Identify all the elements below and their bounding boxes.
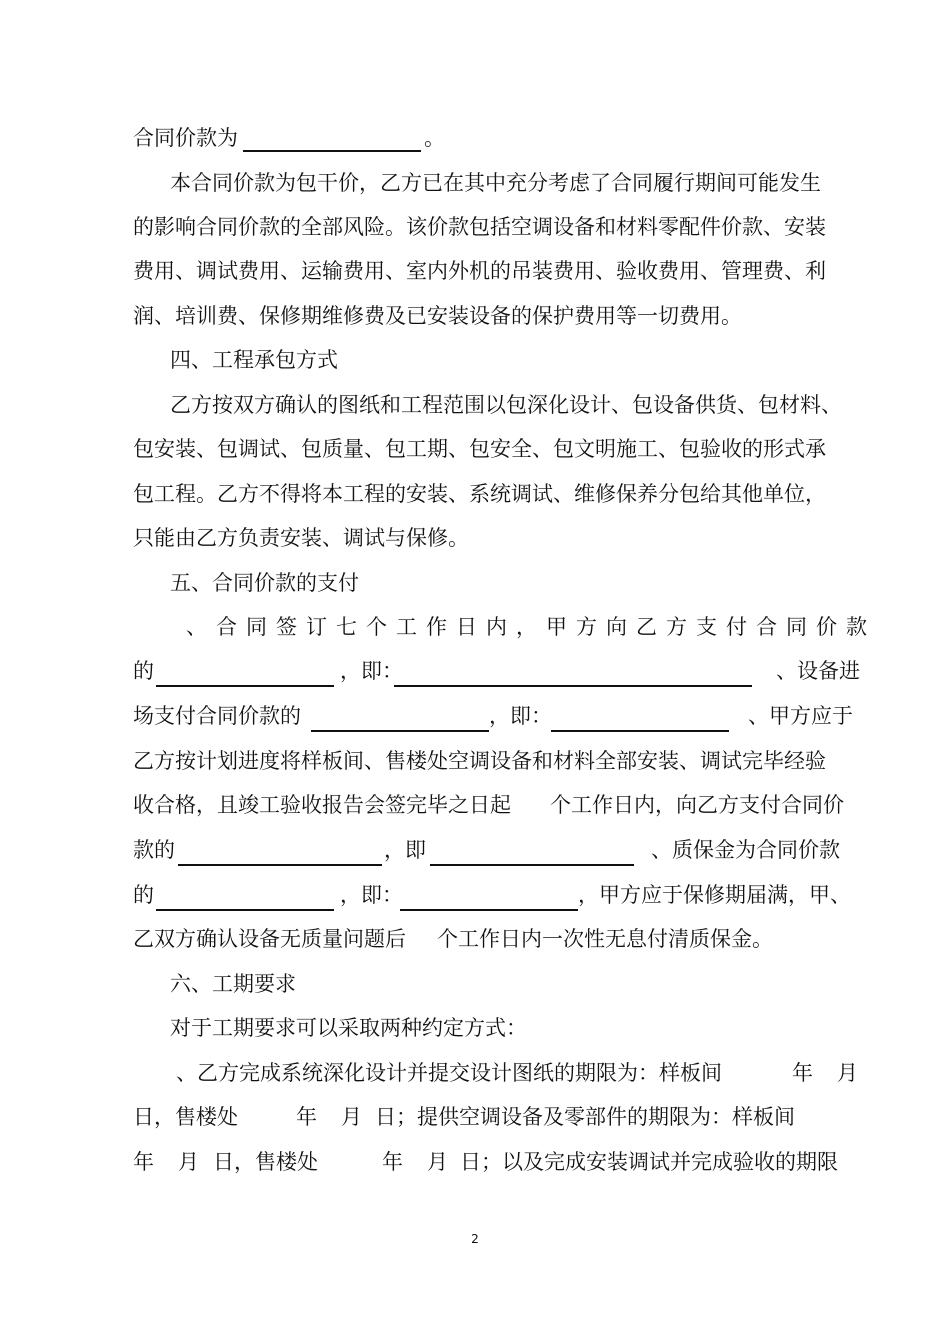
text-fragment: 月	[341, 1105, 362, 1129]
text-fragment: 收合格，且竣工验收报告会签完毕之日起	[133, 793, 511, 817]
text-fragment: 的	[133, 883, 154, 907]
text-fragment: ，即：	[489, 704, 552, 728]
blank-underline	[178, 864, 382, 866]
text-fragment: 日；提供空调设备及零部件的期限为：样板间	[375, 1105, 795, 1129]
paragraph-line: 润、培训费、保修期维修费及已安装设备的保护费用等一切费用。	[133, 304, 742, 328]
paragraph-line: 包安装、包调试、包质量、包工期、包安全、包文明施工、包验收的形式承	[133, 437, 826, 461]
blank-underline	[394, 685, 752, 687]
text-fragment: 日；以及完成安装调试并完成验收的期限	[460, 1150, 838, 1174]
text-fragment: 款的	[133, 838, 175, 862]
text-fragment: 月	[837, 1061, 858, 1085]
paragraph-line: 对于工期要求可以采取两种约定方式：	[170, 1016, 527, 1040]
paragraph-line: 乙方按双方确认的图纸和工程范围以包深化设计、包设备供货、包材料、	[170, 393, 842, 417]
text-line: 。	[424, 126, 445, 150]
text-fragment: 乙双方确认设备无质量问题后	[133, 927, 406, 951]
text-fragment: 个工作日内，向乙方支付合同价	[550, 793, 844, 817]
blank-underline	[243, 150, 421, 152]
text-fragment: ，即：	[340, 659, 403, 683]
text-fragment: 月	[178, 1150, 199, 1174]
text-fragment: 、设备进	[776, 659, 860, 683]
paragraph-line: 只能由乙方负责安装、调试与保修。	[133, 526, 469, 550]
text-fragment: 日，售楼处	[133, 1105, 238, 1129]
paragraph-line: 包工程。乙方不得将本工程的安装、系统调试、维修保养分包给其他单位，	[133, 482, 826, 506]
text-fragment: ，甲方应于保修期届满，甲、	[578, 883, 851, 907]
text-fragment: ，即	[384, 838, 426, 862]
blank-underline	[551, 730, 729, 732]
text-fragment: 个工作日内一次性无息付清质保金。	[437, 927, 773, 951]
text-fragment: 场支付合同价款的	[133, 704, 301, 728]
paragraph-line: 的影响合同价款的全部风险。该价款包括空调设备和材料零配件价款、安装	[133, 215, 826, 239]
paragraph-line: 乙方按计划进度将样板间、售楼处空调设备和材料全部安装、调试完毕经验	[133, 749, 826, 773]
page-number: 2	[471, 1232, 479, 1246]
text-fragment: 日，售楼处	[213, 1150, 318, 1174]
text-fragment: 年	[133, 1150, 154, 1174]
text-fragment: 、质保金为合同价款	[651, 838, 840, 862]
text-fragment: ，即：	[340, 883, 403, 907]
section-heading: 六、工期要求	[170, 972, 296, 996]
blank-underline	[430, 864, 634, 866]
blank-underline	[156, 685, 334, 687]
text-fragment: 的	[133, 659, 154, 683]
section-heading: 四、工程承包方式	[170, 348, 338, 372]
text-line: 合同价款为	[133, 126, 238, 150]
text-fragment: 月	[427, 1150, 448, 1174]
paragraph-line: 、合同签订七个工作日内，甲方向乙方支付合同价款	[186, 615, 876, 639]
section-heading: 五、合同价款的支付	[170, 571, 359, 595]
text-fragment: 年	[382, 1150, 403, 1174]
blank-underline	[156, 909, 334, 911]
blank-underline	[311, 730, 489, 732]
blank-underline	[400, 909, 578, 911]
text-fragment: 年	[296, 1105, 317, 1129]
text-fragment: 、乙方完成系统深化设计并提交设计图纸的期限为：样板间	[176, 1061, 722, 1085]
text-fragment: 、甲方应于	[748, 704, 853, 728]
text-fragment: 年	[792, 1061, 813, 1085]
paragraph-line: 费用、调试费用、运输费用、室内外机的吊装费用、验收费用、管理费、利	[133, 259, 826, 283]
paragraph-line: 本合同价款为包干价，乙方已在其中充分考虑了合同履行期间可能发生	[170, 171, 821, 195]
